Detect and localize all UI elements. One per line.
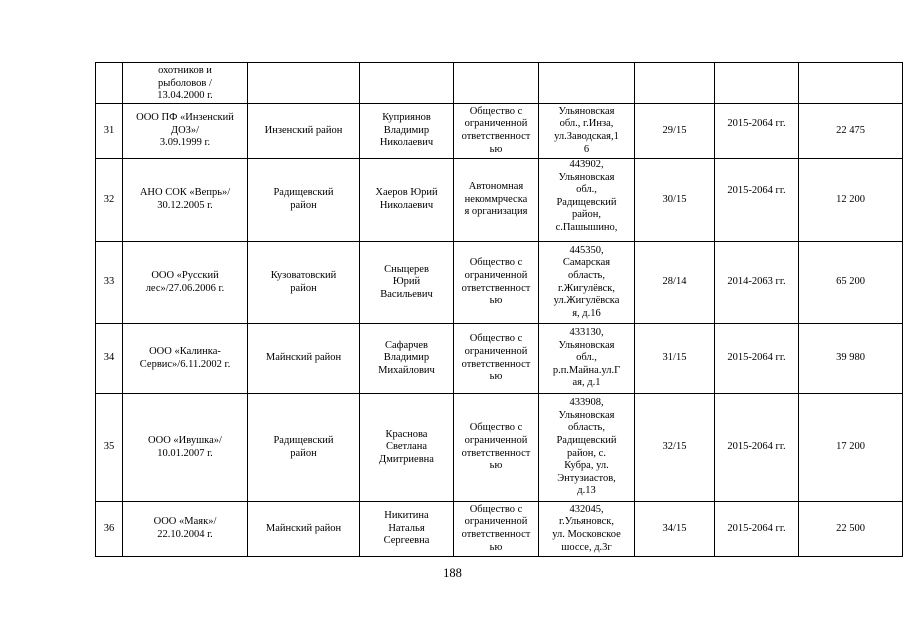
district: Майнский район xyxy=(248,502,360,557)
area-ha xyxy=(799,63,903,104)
district: Инзенский район xyxy=(248,104,360,159)
director-name: Краснова Светлана Дмитриевна xyxy=(360,394,454,502)
address xyxy=(539,63,635,104)
table-row xyxy=(96,394,903,502)
legal-form: Общество с ограниченной ответственност ью xyxy=(454,502,539,557)
organization-name-date: ООО «Ивушка»/ 10.01.2007 г. xyxy=(123,394,248,502)
director-name: Сныцерев Юрий Васильевич xyxy=(360,242,454,324)
registration-number: 32/15 xyxy=(635,394,715,502)
organization-name-date: охотников и рыболовов / 13.04.2000 г. xyxy=(123,63,248,104)
area-ha: 65 200 xyxy=(799,242,903,324)
table-row xyxy=(96,502,903,557)
agreement-period: 2015-2064 гг. xyxy=(715,394,799,502)
director-name xyxy=(360,63,454,104)
address: 433908, Ульяновская область, Радищевский район, с. Кубра, ул. Энтузиастов, д.13 xyxy=(539,394,635,502)
registration-number: 31/15 xyxy=(635,324,715,394)
address: 433130, Ульяновская обл., р.п.Майна.ул.Г ая, д.1 xyxy=(539,324,635,394)
registration-number: 28/14 xyxy=(635,242,715,324)
agreement-period xyxy=(715,63,799,104)
legal-form xyxy=(454,63,539,104)
agreement-period: 2014-2063 гг. xyxy=(715,242,799,324)
legal-form: Общество с ограниченной ответственност ью xyxy=(454,394,539,502)
legal-form: Общество с ограниченной ответственност ью xyxy=(454,324,539,394)
address: 443902, Ульяновская обл., Радищевский район, с.Пашышино, xyxy=(555,159,618,233)
row-number: 35 xyxy=(96,394,123,502)
area-ha: 39 980 xyxy=(799,324,903,394)
registration-number: 30/15 xyxy=(635,159,715,242)
row-number: 33 xyxy=(96,242,123,324)
row-number: 31 xyxy=(96,104,123,159)
agreement-period: 2015-2064 гг. xyxy=(715,502,799,557)
area-ha: 22 500 xyxy=(799,502,903,557)
district: Кузоватовский район xyxy=(248,242,360,324)
table-body xyxy=(96,63,903,557)
legal-form: Общество с ограниченной ответственност ью xyxy=(454,104,539,159)
table-row xyxy=(96,63,903,104)
area-ha: 22 475 xyxy=(799,104,903,159)
district: Радищевский район xyxy=(248,394,360,502)
organization-name-date: ООО «Русский лес»/27.06.2006 г. xyxy=(123,242,248,324)
address: 432045, г.Ульяновск, ул. Московское шоссе, д.3г xyxy=(539,502,635,557)
director-name: Сафарчев Владимир Михайлович xyxy=(360,324,454,394)
row-number: 32 xyxy=(96,159,123,242)
legal-form: Общество с ограниченной ответственност ью xyxy=(454,242,539,324)
row-number xyxy=(96,63,123,104)
registration-number: 29/15 xyxy=(635,104,715,159)
agreement-period: 2015-2064 гг. xyxy=(715,104,799,159)
agreement-period: 2015-2064 гг. xyxy=(715,159,799,242)
district: Радищевский район xyxy=(248,159,360,242)
organization-name-date: ООО «Маяк»/ 22.10.2004 г. xyxy=(123,502,248,557)
page-number: 188 xyxy=(443,566,462,580)
table-row xyxy=(96,242,903,324)
legal-form: Автономная некоммрческа я организация xyxy=(454,159,539,242)
address: 445350, Самарская область, г.Жигулёвск, ул.Жигулёвска я, д.16 xyxy=(539,242,635,324)
hunting-lands-table xyxy=(95,62,903,557)
area-ha: 17 200 xyxy=(799,394,903,502)
director-name: Куприянов Владимир Николаевич xyxy=(360,104,454,159)
organization-name-date: АНО СОК «Вепрь»/ 30.12.2005 г. xyxy=(123,159,248,242)
registration-number: 34/15 xyxy=(635,502,715,557)
address: Ульяновская обл., г.Инза, ул.Заводская,1 6 xyxy=(539,104,635,159)
agreement-period: 2015-2064 гг. xyxy=(715,324,799,394)
table-row xyxy=(96,324,903,394)
director-name: Хаеров Юрий Николаевич xyxy=(360,159,454,242)
organization-name-date: ООО ПФ «Инзенский ДОЗ»/ 3.09.1999 г. xyxy=(123,104,248,159)
row-number: 34 xyxy=(96,324,123,394)
table-row xyxy=(96,104,903,159)
district xyxy=(248,63,360,104)
registration-number xyxy=(635,63,715,104)
area-ha: 12 200 xyxy=(799,159,903,242)
table-row xyxy=(96,159,903,242)
organization-name-date: ООО «Калинка- Сервис»/6.11.2002 г. xyxy=(123,324,248,394)
director-name: Никитина Наталья Сергеевна xyxy=(360,502,454,557)
row-number: 36 xyxy=(96,502,123,557)
district: Майнский район xyxy=(248,324,360,394)
